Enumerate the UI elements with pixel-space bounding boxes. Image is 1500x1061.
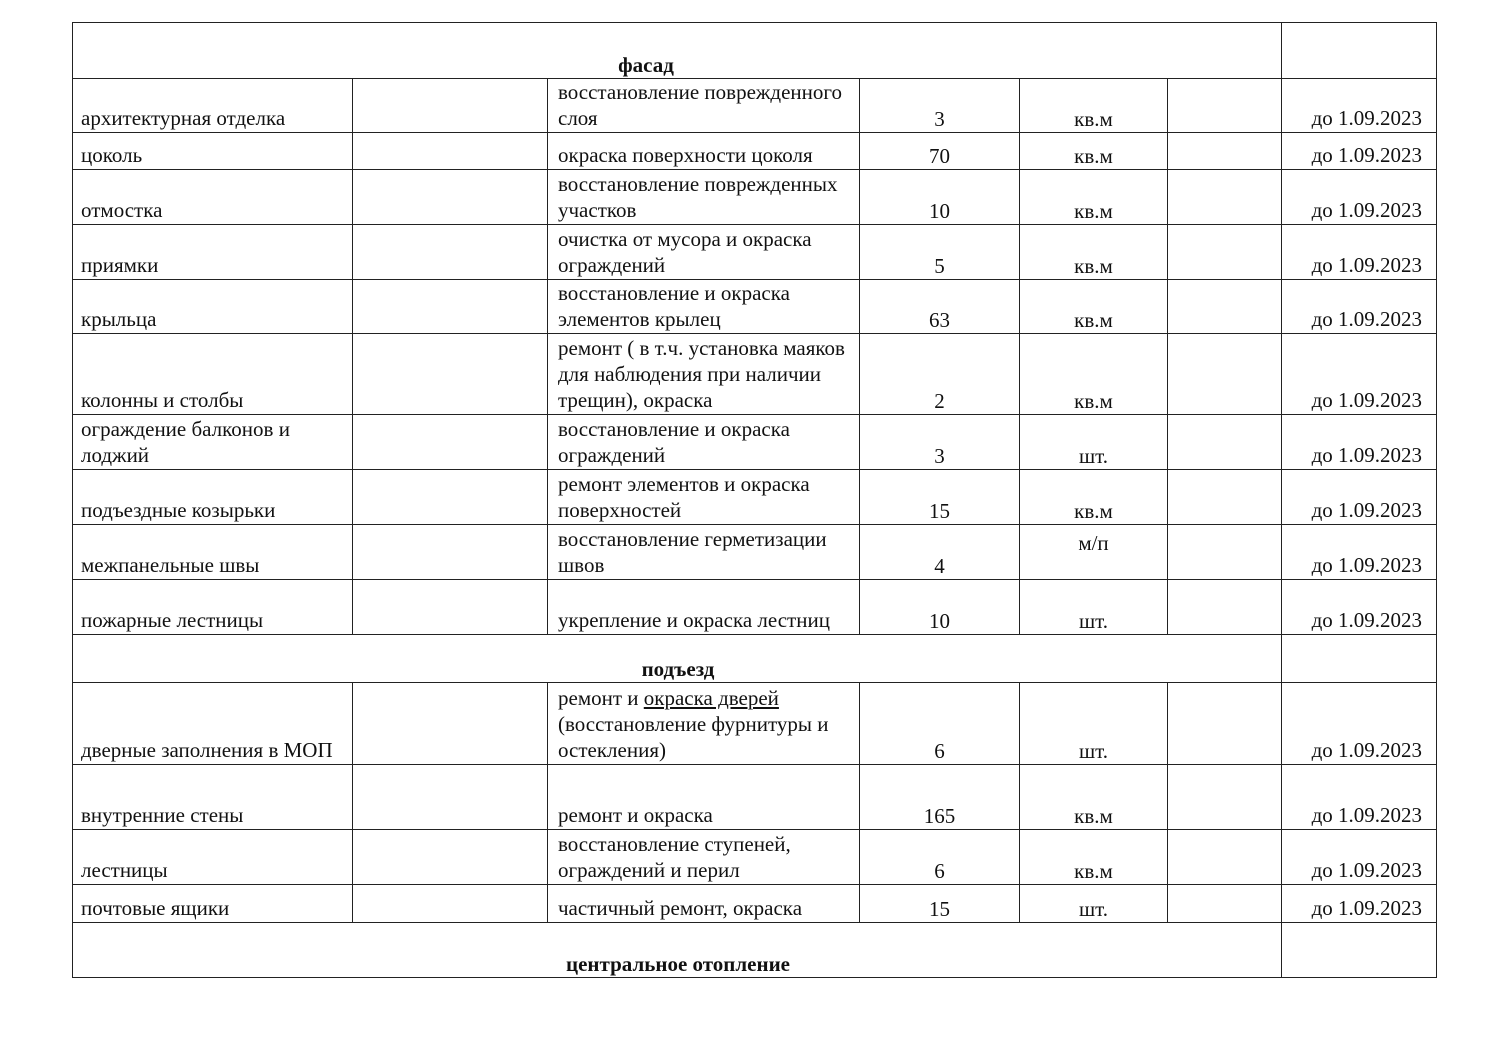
empty-cell [1168,470,1282,525]
element-cell: межпанельные швы [73,525,353,580]
unit-cell: кв.м [1020,334,1168,415]
work-cell: восстановление и окраска ограждений [548,415,860,470]
element-cell: пожарные лестницы [73,580,353,635]
deadline-cell: до 1.09.2023 [1282,765,1437,830]
qty-cell: 70 [860,133,1020,170]
qty-cell: 6 [860,830,1020,885]
qty-cell: 63 [860,280,1020,334]
table-row [73,525,1437,580]
empty-cell [353,415,548,470]
element-cell: почтовые ящики [73,885,353,923]
empty-cell [353,225,548,280]
element-cell: крыльца [73,280,353,334]
element-cell: отмостка [73,170,353,225]
deadline-cell: до 1.09.2023 [1282,683,1437,765]
deadline-cell: до 1.09.2023 [1282,580,1437,635]
table-row [73,133,1437,170]
element-cell: приямки [73,225,353,280]
table-row [73,334,1437,415]
table-row [73,580,1437,635]
deadline-cell: до 1.09.2023 [1282,225,1437,280]
work-cell: частичный ремонт, окраска [548,885,860,923]
empty-cell [353,170,548,225]
table-row [73,170,1437,225]
table-row [73,830,1437,885]
element-cell: лестницы [73,830,353,885]
work-cell: укрепление и окраска лестниц [548,580,860,635]
empty-cell [1168,525,1282,580]
qty-cell: 10 [860,580,1020,635]
work-text: ремонт и [558,686,644,710]
qty-cell: 15 [860,470,1020,525]
unit-cell: кв.м [1020,765,1168,830]
deadline-cell: до 1.09.2023 [1282,830,1437,885]
qty-cell: 3 [860,415,1020,470]
deadline-cell: до 1.09.2023 [1282,280,1437,334]
element-cell: ограждение балконов и лоджий [73,415,353,470]
work-cell: восстановление поврежденного слоя [548,79,860,133]
empty-cell [1168,885,1282,923]
empty-cell [353,765,548,830]
unit-cell: кв.м [1020,133,1168,170]
element-cell: внутренние стены [73,765,353,830]
empty-cell [353,885,548,923]
unit-cell: кв.м [1020,170,1168,225]
unit-cell: шт. [1020,683,1168,765]
section-empty-cell [1282,635,1437,683]
unit-cell: кв.м [1020,225,1168,280]
unit-cell: м/п [1020,525,1168,580]
table-row [73,765,1437,830]
section-title: центральное отопление [73,923,1282,978]
table-row [73,683,1437,765]
section-header-row [73,923,1437,978]
work-cell: очистка от мусора и окраска ограждений [548,225,860,280]
empty-cell [353,334,548,415]
table-row [73,280,1437,334]
element-cell: подъездные козырьки [73,470,353,525]
empty-cell [1168,334,1282,415]
section-empty-cell [1282,923,1437,978]
work-text: (восстановление фурнитуры и остекления) [558,712,829,762]
work-cell: ремонт ( в т.ч. установка маяков для наблюдения при наличии трещин), окраска [548,334,860,415]
deadline-cell: до 1.09.2023 [1282,885,1437,923]
empty-cell [1168,683,1282,765]
deadline-cell: до 1.09.2023 [1282,334,1437,415]
empty-cell [1168,580,1282,635]
element-cell: дверные заполнения в МОП [73,683,353,765]
qty-cell: 5 [860,225,1020,280]
unit-cell: кв.м [1020,280,1168,334]
empty-cell [353,683,548,765]
deadline-cell: до 1.09.2023 [1282,170,1437,225]
work-cell: ремонт и окраска [548,765,860,830]
work-cell: ремонт элементов и окраска поверхностей [548,470,860,525]
qty-cell: 4 [860,525,1020,580]
unit-cell: шт. [1020,885,1168,923]
qty-cell: 2 [860,334,1020,415]
empty-cell [353,580,548,635]
unit-cell: кв.м [1020,830,1168,885]
work-cell: окраска поверхности цоколя [548,133,860,170]
element-cell: цоколь [73,133,353,170]
table-row [73,470,1437,525]
works-table [72,22,1437,978]
empty-cell [1168,830,1282,885]
element-cell: архитектурная отделка [73,79,353,133]
empty-cell [1168,415,1282,470]
section-title: фасад [73,23,1282,79]
work-cell: восстановление герметизации швов [548,525,860,580]
unit-cell: шт. [1020,415,1168,470]
section-title: подъезд [73,635,1282,683]
empty-cell [1168,79,1282,133]
empty-cell [1168,765,1282,830]
deadline-cell: до 1.09.2023 [1282,415,1437,470]
qty-cell: 3 [860,79,1020,133]
work-cell: восстановление поврежденных участков [548,170,860,225]
work-underlined-text: окраска дверей [643,686,779,710]
qty-cell: 6 [860,683,1020,765]
qty-cell: 10 [860,170,1020,225]
empty-cell [1168,225,1282,280]
empty-cell [1168,280,1282,334]
empty-cell [353,280,548,334]
deadline-cell: до 1.09.2023 [1282,525,1437,580]
empty-cell [353,470,548,525]
section-header-row [73,23,1437,79]
work-cell: восстановление и окраска элементов крылец [548,280,860,334]
empty-cell [1168,133,1282,170]
empty-cell [353,830,548,885]
deadline-cell: до 1.09.2023 [1282,79,1437,133]
unit-cell: шт. [1020,580,1168,635]
unit-cell: кв.м [1020,79,1168,133]
deadline-cell: до 1.09.2023 [1282,470,1437,525]
unit-cell: кв.м [1020,470,1168,525]
section-header-row [73,635,1437,683]
work-cell [548,683,860,765]
empty-cell [353,133,548,170]
qty-cell: 165 [860,765,1020,830]
qty-cell: 15 [860,885,1020,923]
table-row [73,79,1437,133]
table-row [73,225,1437,280]
section-empty-cell [1282,23,1437,79]
deadline-cell: до 1.09.2023 [1282,133,1437,170]
empty-cell [1168,170,1282,225]
work-cell: восстановление ступеней, ограждений и перил [548,830,860,885]
empty-cell [353,79,548,133]
table-row [73,415,1437,470]
table-row [73,885,1437,923]
empty-cell [353,525,548,580]
element-cell: колонны и столбы [73,334,353,415]
